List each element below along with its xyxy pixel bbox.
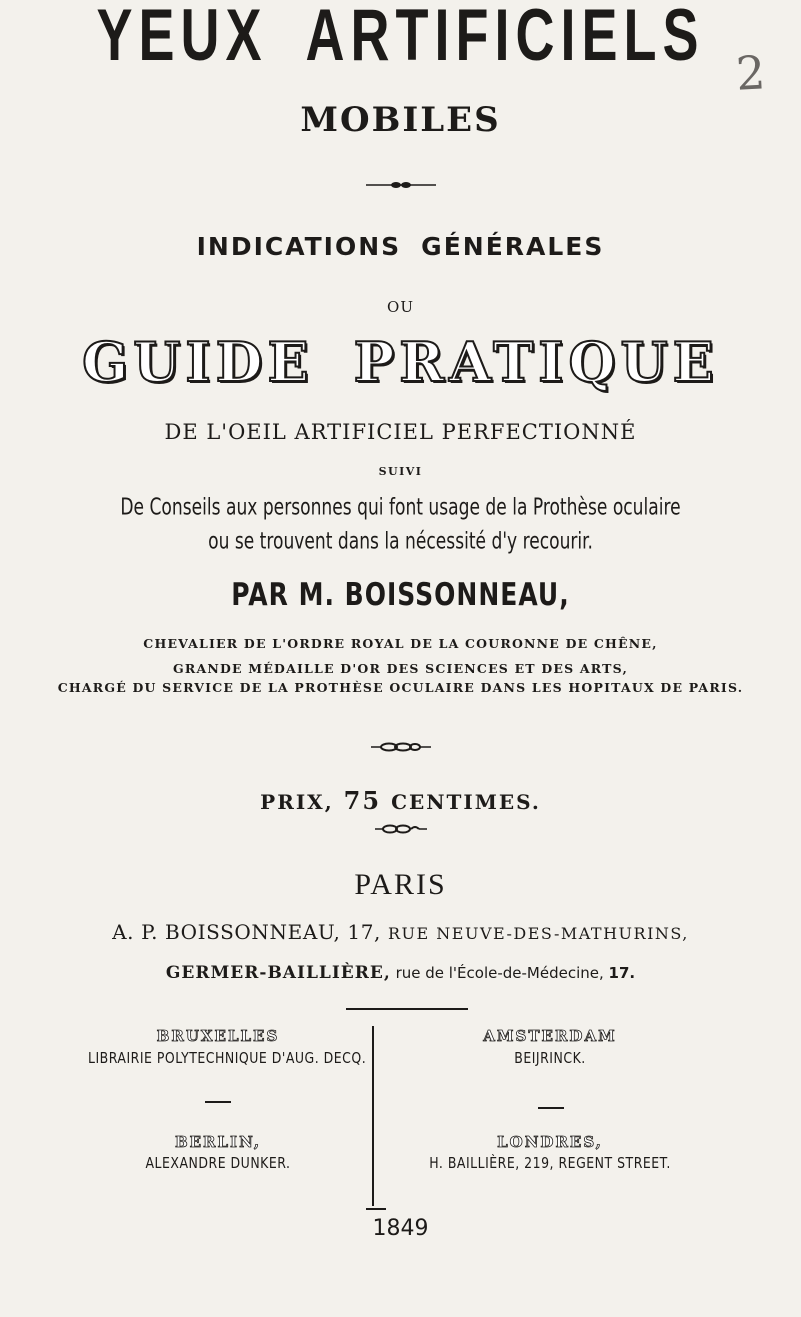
guide-word2: PRATIQUE [353,330,719,394]
right-city-1: AMSTERDAM [483,1027,617,1045]
imprint-city: PARIS [354,868,447,901]
publisher-line [0,920,801,944]
right-firm-1: BEIJRINCK. [514,1048,586,1067]
column-divider [372,1026,374,1206]
guide-word1: GUIDE [82,330,314,394]
distributor-name: GERMER-BAILLIÈRE, [165,963,391,983]
conseils-line-1: De Conseils aux personnes qui font usage de la Prothèse oculaire [120,493,681,521]
price-amount: 75 [343,786,382,815]
running-title-main: ARTIFICIELS [305,0,705,77]
indications-word1: INDICATIONS [196,232,402,261]
distributor-address: rue de l'École-de-Médecine, [395,964,604,982]
right-city-2: LONDRES, [497,1133,603,1151]
running-title [0,0,801,78]
distributor-line [0,963,801,983]
left-column-entry-2 [88,1133,348,1170]
indications-heading [0,232,801,261]
distributor-number: 17. [608,964,636,982]
ornament-rule-icon [0,181,801,189]
right-column-entry-1 [400,1027,700,1065]
right-column-entry-2 [400,1133,700,1170]
right-short-rule [538,1107,564,1109]
indications-word2: GÉNÉRALES [421,232,605,261]
left-city-2: BERLIN, [174,1133,262,1151]
publisher-name: A. P. BOISSONNEAU, 17, [112,920,382,944]
suivi-label: SUIVI [378,465,423,478]
left-city-1: BRUXELLES [156,1027,280,1045]
price-unit: CENTIMES. [391,790,541,814]
left-firm-2: ALEXANDRE DUNKER. [145,1153,291,1172]
author-honor-3: CHARGÉ DU SERVICE DE LA PROTHÈSE OCULAIRE DANS LES HOPITAUX DE PARIS. [57,680,744,695]
ornament-chain-icon [0,742,801,752]
price-line [0,786,801,815]
year-short-rule [366,1208,386,1210]
right-firm-2: H. BAILLIÈRE, 219, REGENT STREET. [429,1153,671,1172]
left-short-rule [205,1101,231,1103]
left-firm-1: LIBRAIRIE POLYTECHNIQUE D'AUG. DECQ. [88,1048,367,1067]
author-byline: PAR M. BOISSONNEAU, [231,576,570,613]
title-mobiles: MOBILES [300,100,501,140]
guide-pratique-title [0,330,801,394]
conseils-line-2: ou se trouvent dans la nécessité d'y recourir. [208,527,593,555]
publication-year: 1849 [372,1216,429,1241]
publisher-street: RUE NEUVE-DES-MATHURINS, [387,924,689,943]
author-honor-1: CHEVALIER DE L'ORDRE ROYAL DE LA COURONNE DE CHÊNE, [143,636,658,651]
price-label: PRIX, [260,790,334,814]
author-honor-2: GRANDE MÉDAILLE D'OR DES SCIENCES ET DES ARTS, [172,661,629,676]
page-number: 2 [734,45,767,101]
section-divider [346,1008,468,1010]
running-title-lead: YEUX [96,0,268,77]
ou-connector: OU [387,298,414,316]
left-column-entry-1 [88,1027,367,1067]
subject-line: DE L'OEIL ARTIFICIEL PERFECTIONNÉ [164,420,637,444]
ornament-chain-icon-2 [0,824,801,834]
